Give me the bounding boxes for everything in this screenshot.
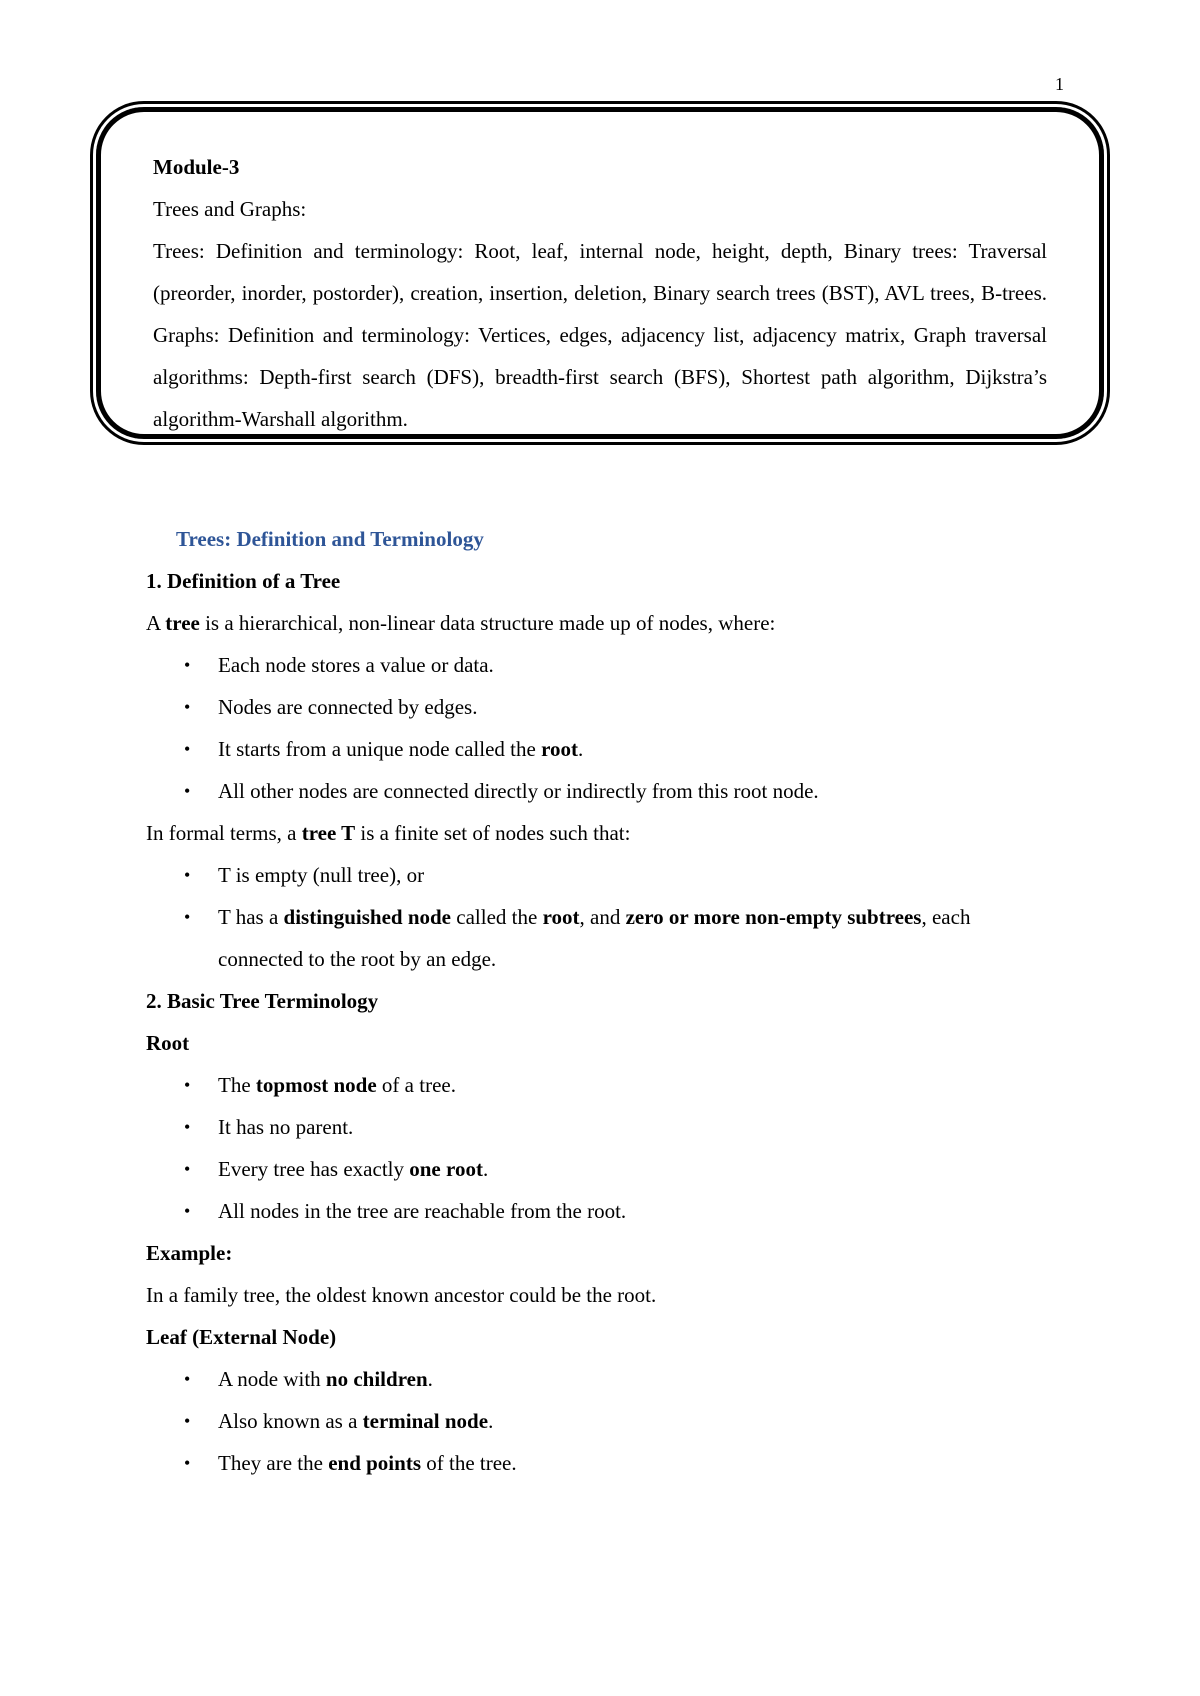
list-item: • All nodes in the tree are reachable from the root. [146,1190,1060,1232]
example-title: Example: [146,1241,233,1265]
bullet-icon: • [184,1201,191,1221]
leaf-bullet-list [146,1358,1060,1484]
list-item: • Each node stores a value or data. [146,644,1060,686]
list-item: • A node with no children. [146,1358,1060,1400]
page-number: 1 [1055,74,1064,94]
list-item: • They are the end points of the tree. [146,1442,1060,1484]
example-text: In a family tree, the oldest known ancestor could be the root. [146,1283,657,1307]
root-bullet-list [146,1064,1060,1232]
bullet-icon: • [184,739,191,759]
definition-bullet-list [146,644,1060,812]
definition-heading: 1. Definition of a Tree [146,569,341,593]
root-title: Root [146,1031,190,1055]
list-item: • Nodes are connected by edges. [146,686,1060,728]
definition-intro: A tree is a hierarchical, non-linear data structure made up of nodes, where: [146,611,776,635]
list-item: • It starts from a unique node called the root. [146,728,1060,770]
formal-bullet-list [146,854,1060,980]
module-description: Trees: Definition and terminology: Root, leaf, internal node, height, depth, Binary trees: Traversal (preorder, inorder, postorder), creation, insertion, deletion, Binary search trees (BST), AVL trees, B-trees. Graphs: Definition and terminology: Vertices, edges, adjacency list, adjacency matrix, Graph traversal algorithms: Depth-first search (DFS), breadth-first search (BFS), Shortest path algorithm, Dijkstra’s algorithm-Warshall algorithm. [153,239,1047,431]
list-item: • Also known as a terminal node. [146,1400,1060,1442]
list-item: • Every tree has exactly one root. [146,1148,1060,1190]
bullet-icon: • [184,865,191,885]
bullet-icon: • [184,1159,191,1179]
bullet-icon: • [184,697,191,717]
syllabus-box [96,107,1104,439]
list-item: • T is empty (null tree), or [146,854,1060,896]
module-subtitle: Trees and Graphs: [153,197,307,221]
list-item: • All other nodes are connected directly or indirectly from this root node. [146,770,1060,812]
section-heading: Trees: Definition and Terminology [176,527,484,551]
formal-definition: In formal terms, a tree T is a finite set of nodes such that: [146,821,631,845]
list-item: • It has no parent. [146,1106,1060,1148]
bullet-icon: • [184,1453,191,1473]
bullet-icon: • [184,1369,191,1389]
bullet-icon: • [184,1117,191,1137]
list-item: • The topmost node of a tree. [146,1064,1060,1106]
list-item: • T has a distinguished node called the root, and zero or more non-empty subtrees, each connected to the root by an edge. [146,896,1060,980]
bullet-icon: • [184,1411,191,1431]
leaf-title: Leaf (External Node) [146,1325,337,1349]
module-title: Module-3 [153,155,240,179]
main-content [146,518,1060,1484]
terminology-heading: 2. Basic Tree Terminology [146,989,379,1013]
bullet-icon: • [184,907,191,927]
bullet-icon: • [184,781,191,801]
bullet-icon: • [184,655,191,675]
bullet-icon: • [184,1075,191,1095]
